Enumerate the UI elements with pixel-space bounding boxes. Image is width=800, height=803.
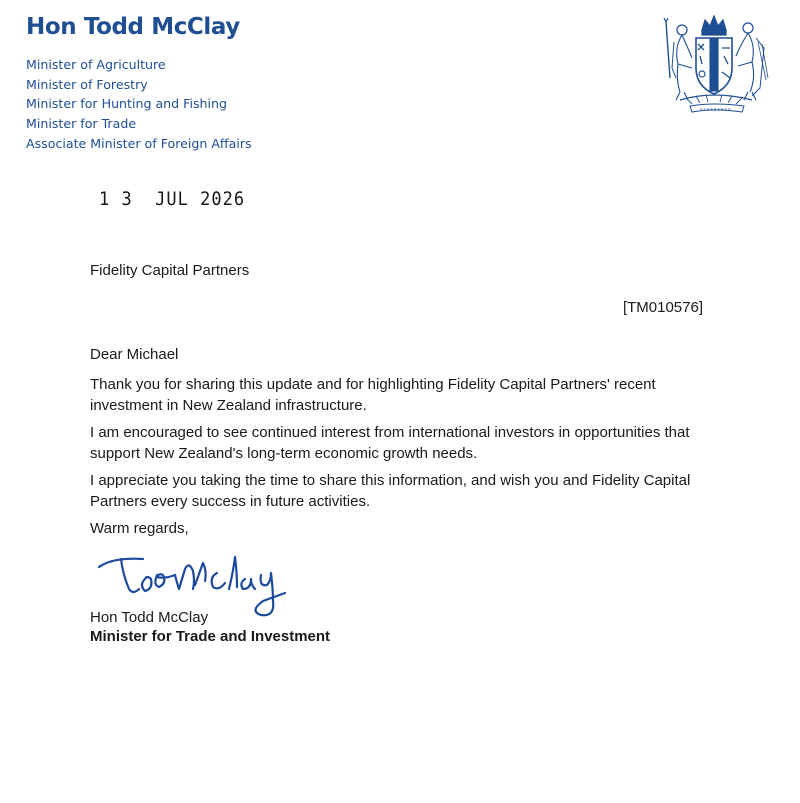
closing: Warm regards,: [90, 520, 189, 537]
portfolio-item: Minister for Hunting and Fishing: [26, 96, 227, 112]
portfolio-item: Associate Minister of Foreign Affairs: [26, 135, 252, 151]
signer-title: Minister for Trade and Investment: [90, 628, 331, 645]
letterhead-name: Hon Todd McClay: [26, 14, 240, 40]
portfolio-item: Minister for Trade: [26, 116, 137, 132]
salutation: Dear Michael: [90, 346, 179, 363]
reference-number: [TM010576]: [622, 299, 703, 316]
new-zealand-coat-of-arms-icon: [652, 8, 776, 120]
portfolio-item: Minister of Agriculture: [26, 57, 166, 72]
recipient-name: Fidelity Capital Partners: [90, 262, 250, 279]
portfolio-item: Minister of Forestry: [26, 76, 148, 92]
body-paragraph: I am encouraged to see continued interest from international investors in opportunities that support New Zealand's long-term economic growth needs.: [90, 424, 690, 462]
portfolio-list: [26, 55, 252, 154]
body-paragraph: I appreciate you taking the time to share this information, and wish you and Fidelity Capital Partners every success in future activities.: [90, 472, 691, 510]
body-paragraph: Thank you for sharing this update and for highlighting Fidelity Capital Partners' recent investment in New Zealand infrastructure.: [90, 376, 656, 414]
date-stamp: 1 3 JUL 2026: [99, 188, 246, 211]
signer-name: Hon Todd McClay: [90, 609, 209, 626]
